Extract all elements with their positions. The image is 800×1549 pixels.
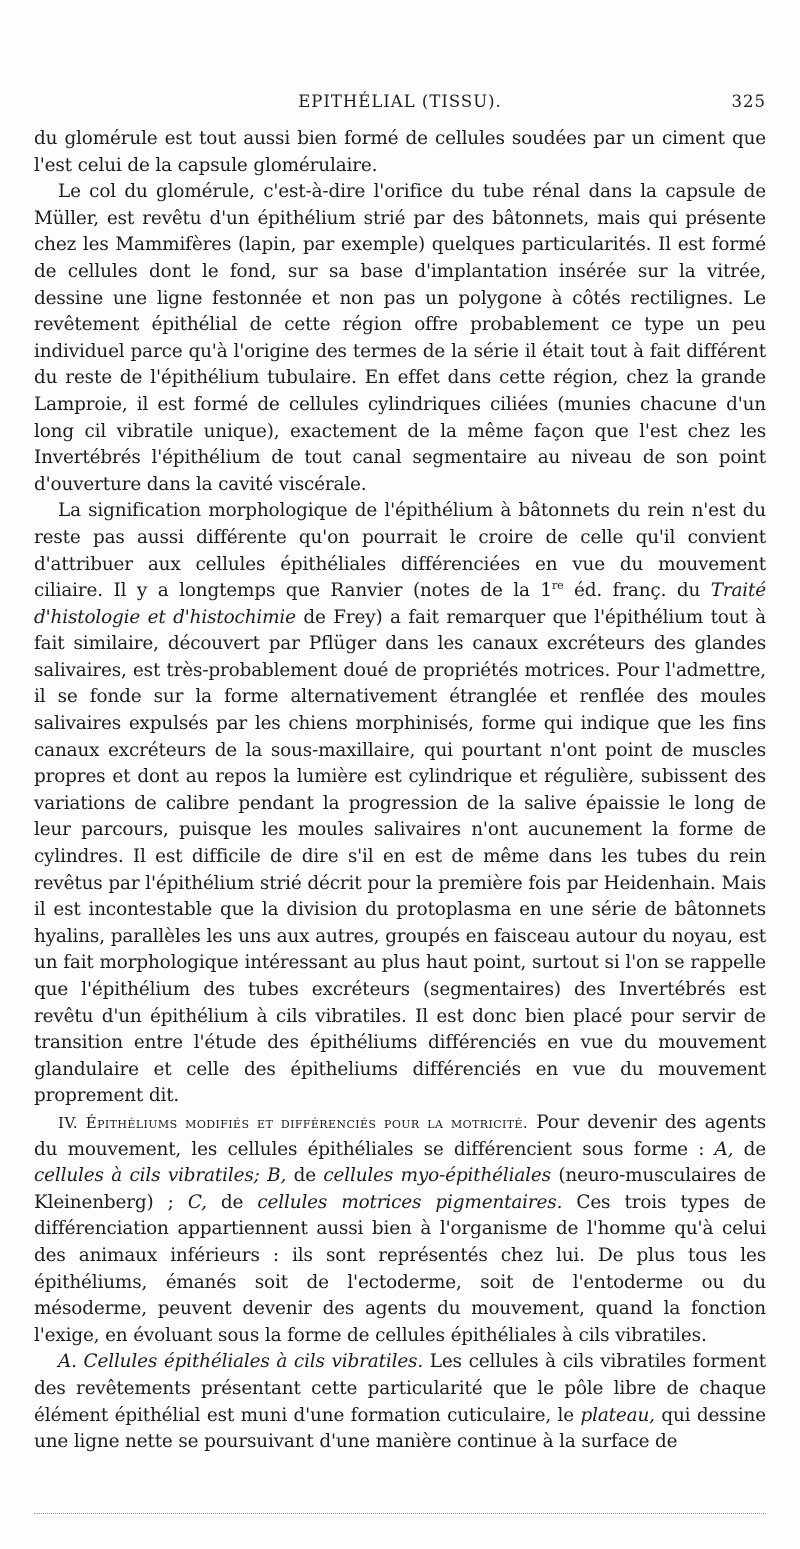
italic-term: plateau, — [580, 1404, 655, 1426]
footer-dotted-rule — [34, 1513, 766, 1514]
italic-label: C, — [187, 1191, 207, 1213]
italic-term: cellules motrices pigmentaires. — [257, 1191, 563, 1213]
page-header — [34, 88, 766, 116]
running-title: EPITHÉLIAL (TISSU). — [298, 92, 502, 111]
text-run: de — [733, 1138, 766, 1160]
text-run: qui dessine une ligne nette se poursuivant d'une manière continue à la surface de — [34, 1404, 766, 1453]
subsection-heading: A. Cellules épithéliales à cils vibratiles. — [58, 1351, 424, 1373]
text-run: de Frey) a fait remarquer que l'épithélium tout à fait similaire, découvert par Pflüger dans les canaux excréteurs des glandes salivaires, est très-probablement doué de propriétés motrices. Pour l'admettre, il se fonde sur la forme alternativement étranglée et renflée des moules salivaires expulsés par les chiens morphinisés, forme qui indique que les fins canaux excréteurs de la sous-maxillaire, qui pourtant n'ont point de muscles propres et dont au repos la lumière est cylindrique et régulière, subissent des variations de calibre pendant la progression de la salive épaissie le long de leur parcours, puisque les moules salivaires n'ont aucunement la forme de cylindres. Il est difficile de dire s'il en est de même dans les tubes du rein revêtus par l'épithélium strié décrit pour la première fois par Heidenhain. Mais il est incontestable que la division du protoplasma en une série de bâtonnets hyalins, parallèles les uns aux autres, groupés en faisceau autour du noyau, est un fait morphologique intéressant au plus haut point, surtout si l'on se rappelle que l'épithélium des tubes excréteurs (segmentaires) des Invertébrés est revêtu d'un épithélium à cils vibratiles. Il est donc bien placé pour servir de transition entre l'étude des épithéliums différenciés en vue du mouvement glandulaire et celle des épitheliums différenciés en vue du mouvement proprement dit. — [34, 606, 766, 1107]
italic-label: A, — [714, 1138, 734, 1160]
text-run: éd. franç. du — [563, 580, 711, 602]
text-run: Les cellules à cils vibratiles forment des revêtements présentant cette particularité que le pôle libre de chaque élément épithélial est muni d'une formation cuticulaire, le — [34, 1351, 766, 1426]
superscript: re — [551, 578, 564, 592]
page-number: 325 — [731, 92, 766, 111]
paragraph-col-du-glomerule: Le col du glomérule, c'est-à-dire l'orifice du tube rénal dans la capsule de Müller, est revêtu d'un épithélium strié par des bâtonnets, mais qui présente chez les Mammifères (lapin, par exemple) quelques particularités. Il est formé de cellules dont le fond, sur sa base d'implantation insérée sur la vitrée, dessine une ligne festonnée et non pas un polygone à côtés rectilignes. Le revêtement épithélial de cette région offre probablement ce type un peu individuel parce qu'à l'origine des termes de la série il était tout à fait différent du reste de l'épithélium tubulaire. En effet dans cette région, chez la grande Lamproie, il est formé de cellules cylindriques ciliées (munies chacune d'un long cil vibratile unique), exactement de la même façon que l'est chez les Invertébrés l'épithélium de tout canal segmentaire au niveau de son point d'ouverture dans la cavité viscérale. — [34, 181, 766, 495]
paragraph-signification-morphologique — [34, 498, 766, 1110]
paragraph-continuation: du glomérule est tout aussi bien formé de cellules soudées par un ciment que l'est celui de la capsule glomérulaire. — [34, 128, 766, 176]
text-run: Ces trois types de différenciation appartiennent aussi bien à l'organisme de l'homme qu'à celui des animaux inférieurs : ils sont représentés chez lui. De plus tous les épithéliums, émanés soit de l'ectoderme, soit de l'entoderme ou du mésoderme, peuvent devenir des agents du mouvement, quand la fonction l'exige, en évoluant sous la forme de cellules épithéliales à cils vibratiles. — [34, 1191, 766, 1346]
italic-term: cellules myo-épithéliales — [323, 1165, 551, 1187]
text-run: de — [206, 1191, 258, 1213]
paragraph-section-iv — [34, 1110, 766, 1349]
italic-term: cellules à cils vibratiles; B, — [34, 1165, 287, 1187]
body-text — [34, 126, 766, 1456]
text-run: de — [286, 1165, 324, 1187]
text-run: (neuro-musculaires de Kleinenberg) ; — [34, 1165, 767, 1213]
paragraph-cils-vibratiles — [34, 1349, 766, 1455]
book-title: Traité d'histologie et d'histochimie — [34, 580, 766, 628]
text-run: Pour devenir des agents du mouvement, les cellules épithéliales se différencient sous forme : — [34, 1111, 767, 1160]
section-heading: IV. Épithéliums modifiés et différenciés pour la motricité. — [58, 1113, 529, 1132]
text-run: La signification morphologique de l'épithélium à bâtonnets du rein n'est du reste pas aussi différente qu'on pourrait le croire de celle qu'il convient d'attribuer aux cellules épithéliales différenciées en vue du mouvement ciliaire. Il y a longtemps que Ranvier (notes de la 1 — [34, 500, 766, 602]
